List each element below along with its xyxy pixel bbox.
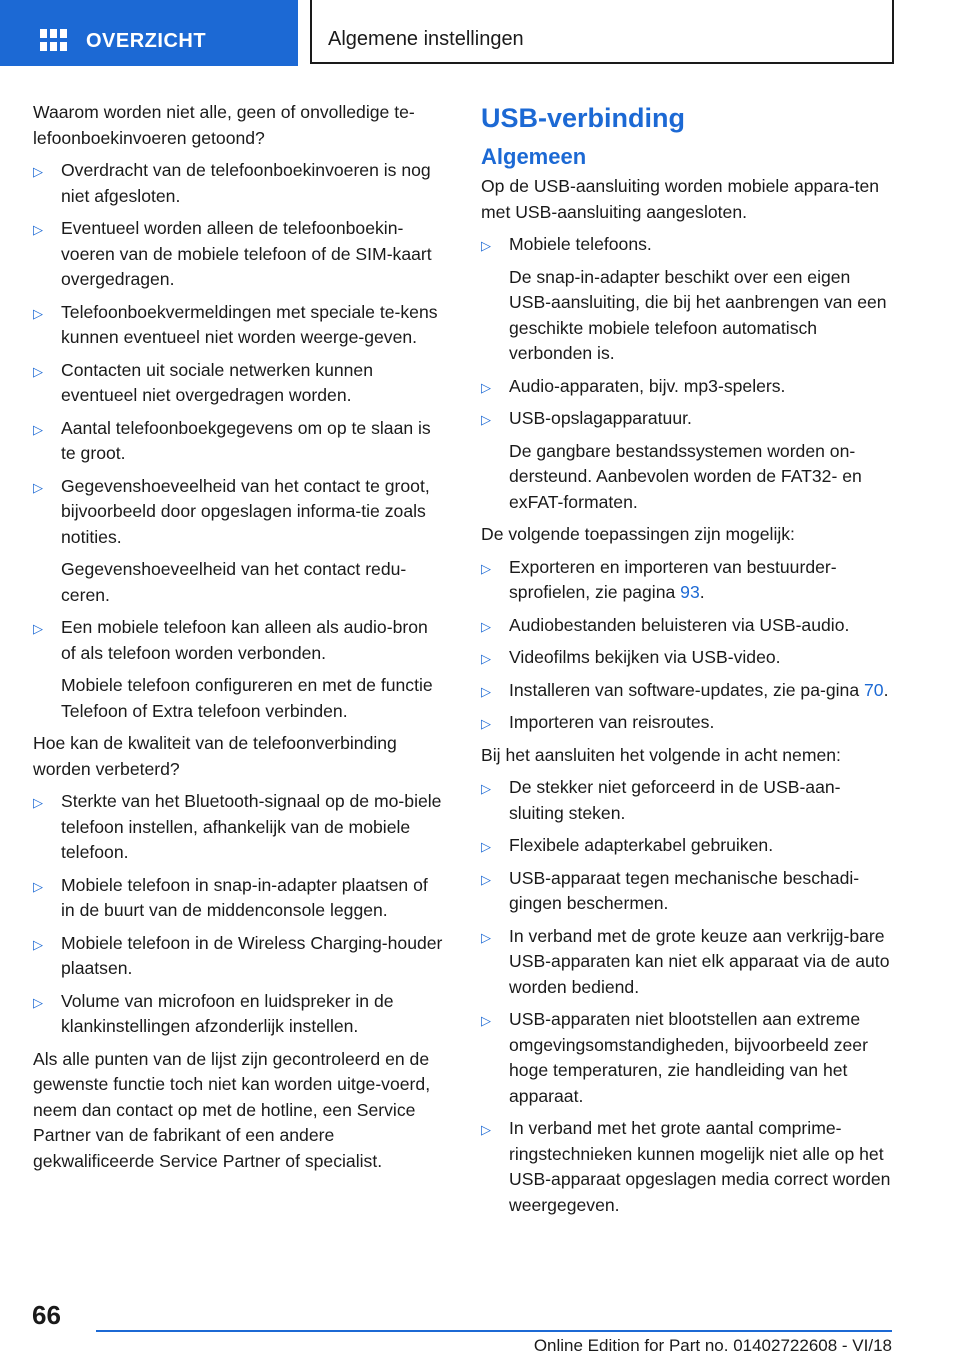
list-item-text: De stekker niet geforceerd in de USB-aan-sluiting steken. [509,777,841,823]
triangle-bullet-icon: ▷ [481,871,491,887]
triangle-bullet-icon: ▷ [481,929,491,945]
applications-list [481,555,891,736]
triangle-bullet-icon: ▷ [33,479,43,495]
list-item-remedy: Gegevenshoeveelheid van het contact redu-ceren. [61,559,407,605]
triangle-bullet-icon: ▷ [33,994,43,1010]
right-column [481,100,891,1225]
overview-tab[interactable] [0,0,298,66]
list-item [33,358,445,409]
list-item [33,216,445,293]
list-item-text: Overdracht van de telefoonboekinvoeren is nog niet afgesloten. [61,160,431,206]
list-item [33,615,445,724]
list-item-text: Eventueel worden alleen de telefoonboekin-voeren van de mobiele telefoon of de SIM-kaart overgedragen. [61,218,432,289]
triangle-bullet-icon: ▷ [481,651,491,666]
list-item [481,866,891,917]
page-number: 66 [32,1300,61,1330]
list-item-text-body: Exporteren en importeren van bestuurder-sprofielen, zie pagina [509,556,837,602]
connect-intro: Bij het aansluiten het volgende in acht nemen: [481,744,841,765]
triangle-bullet-icon: ▷ [33,421,43,437]
triangle-bullet-icon: ▷ [33,363,43,379]
list-item [481,678,891,704]
list-item [33,931,445,982]
list-item [481,1116,891,1218]
list-item [33,989,445,1040]
page-link[interactable]: 93 [680,582,700,602]
triangle-bullet-icon: ▷ [481,379,491,395]
section-heading: USB-verbinding [481,103,686,133]
list-item-text: USB-opslagapparatuur. [509,408,692,428]
list-item [33,158,445,209]
list-item [33,789,445,866]
list-item-text: Videofilms bekijken via USB-video. [509,647,781,667]
list-item-text: Contacten uit sociale netwerken kunnen eventueel niet overgedragen worden. [61,359,373,405]
grid-icon [40,29,68,53]
question-call-quality: Hoe kan de kwaliteit van de telefoonverbinding worden verbeterd? [33,733,397,779]
connect-list [481,775,891,1218]
triangle-bullet-icon: ▷ [33,878,43,894]
list-item-text: Flexibele adapterkabel gebruiken. [509,835,774,855]
list-item-text: In verband met het grote aantal comprime-ringstechnieken kunnen mogelijk niet alle op het USB-apparaat opgeslagen media correct worden weergegeven. [509,1118,891,1215]
list-item-text: Sterkte van het Bluetooth-signaal op de mo-biele telefoon instellen, afhankelijk van de mobiele telefoon. [61,791,442,862]
applications-intro: De volgende toepassingen zijn mogelijk: [481,524,795,544]
overview-tab-label: OVERZICHT [86,30,207,52]
list-item-text: Volume van microfoon en luidspreker in de klankinstellingen afzonderlijk instellen. [61,990,394,1036]
triangle-bullet-icon: ▷ [481,1013,491,1028]
triangle-bullet-icon: ▷ [481,560,491,576]
triangle-bullet-icon: ▷ [33,222,43,237]
page-header [0,0,960,66]
triangle-bullet-icon: ▷ [481,238,491,253]
triangle-bullet-icon: ▷ [33,795,43,810]
list-item [33,474,445,609]
device-list [481,232,891,515]
list-item-text: Telefoonboekvermeldingen met speciale te-kens kunnen eventueel niet worden weerge-geven. [61,301,438,347]
list-item [481,924,891,1001]
list-item-remedy: Mobiele telefoon configureren en met de functie Telefoon of Extra telefoon verbinden. [61,675,433,721]
list-item [481,775,891,826]
list-item [33,300,445,351]
list-item [481,710,891,736]
section-title: Algemene instellingen [328,28,524,50]
list-item-text: Exporteren en importeren van bestuurder-sprofielen, zie pagina 93. [509,556,837,602]
list-item-text: Een mobiele telefoon kan alleen als audio-bron of als telefoon worden verbonden. [61,617,428,663]
list-item-detail: De snap-in-adapter beschikt over een eigen USB-aansluiting, die bij het aanbrengen van een geschikte mobiele telefoon automatisch verbonden is. [509,266,887,363]
subsection-heading: Algemeen [481,144,587,169]
list-item [481,406,891,515]
list-item-detail: De gangbare bestandssystemen worden on-dersteund. Aanbevolen worden de FAT32- en exFAT-formaten. [509,440,862,512]
list-item [481,232,891,367]
list-item-text: Audio-apparaten, bijv. mp3-spelers. [509,375,786,396]
list-item-text: Importeren van reisroutes. [509,712,715,732]
triangle-bullet-icon: ▷ [481,716,491,731]
list-item-text: In verband met de grote keuze aan verkrijg-bare USB-apparaten kan niet elk apparaat via de auto worden bediend. [509,925,890,997]
intro-paragraph: Op de USB-aansluiting worden mobiele appara-ten met USB-aansluiting aangesloten. [481,176,880,222]
closing-paragraph: Als alle punten van de lijst zijn gecontroleerd en de gewenste functie toch niet kan worden uitge-voerd, neem dan contact op met de hotline, een Service Partner van de fabrikant of een andere gekwalificeerde Service Partner of specialist. [33,1048,431,1171]
list-item [481,555,891,606]
list-item [481,833,891,859]
list-item-text: USB-apparaten niet blootstellen aan extreme omgevingsomstandigheden, bijvoorbeeld zeer hoge temperaturen, zie handleiding van het apparaat. [509,1009,868,1106]
list-item-text: Installeren van software-updates, zie pa-gina 70. [509,679,889,700]
footer-divider [96,1330,892,1332]
list-item-text: Aantal telefoonboekgegevens om op te slaan is te groot. [61,417,431,463]
section-tab [310,0,894,64]
list-item-text-body: Installeren van software-updates, zie pa-gina [509,679,860,700]
triangle-bullet-icon: ▷ [33,164,43,179]
triangle-bullet-icon: ▷ [33,621,43,636]
list-item-text: Mobiele telefoon in de Wireless Charging-houder plaatsen. [61,932,443,978]
edition-footer: Online Edition for Part no. 01402722608 - VI/18 [533,1336,892,1355]
list-item [33,416,445,467]
list-item-text: Audiobestanden beluisteren via USB-audio. [509,614,850,635]
list-item [481,1007,891,1109]
triangle-bullet-icon: ▷ [481,683,491,699]
list-item [481,613,891,639]
list-item-text: Gegevenshoeveelheid van het contact te groot, bijvoorbeeld door opgeslagen informa-tie zoals notities. [61,475,430,547]
quality-list [33,789,445,1040]
list-item-text: Mobiele telefoon in snap-in-adapter plaatsen of in de buurt van de middenconsole leggen. [61,874,428,920]
triangle-bullet-icon: ▷ [481,781,491,796]
triangle-bullet-icon: ▷ [481,1122,491,1137]
list-item-text: Mobiele telefoons. [509,234,652,254]
list-item [33,873,445,924]
list-item [481,374,891,400]
page-link[interactable]: 70 [864,679,884,700]
question-incomplete-phonebook: Waarom worden niet alle, geen of onvolledige te-lefoonboekinvoeren getoond? [33,102,415,148]
triangle-bullet-icon: ▷ [481,618,491,634]
triangle-bullet-icon: ▷ [33,936,43,952]
triangle-bullet-icon: ▷ [481,839,491,854]
list-item [481,645,891,671]
left-column [33,100,445,1181]
triangle-bullet-icon: ▷ [33,305,43,321]
triangle-bullet-icon: ▷ [481,412,491,427]
cause-list [33,158,445,724]
list-item-text: USB-apparaat tegen mechanische beschadi-gingen beschermen. [509,867,860,913]
